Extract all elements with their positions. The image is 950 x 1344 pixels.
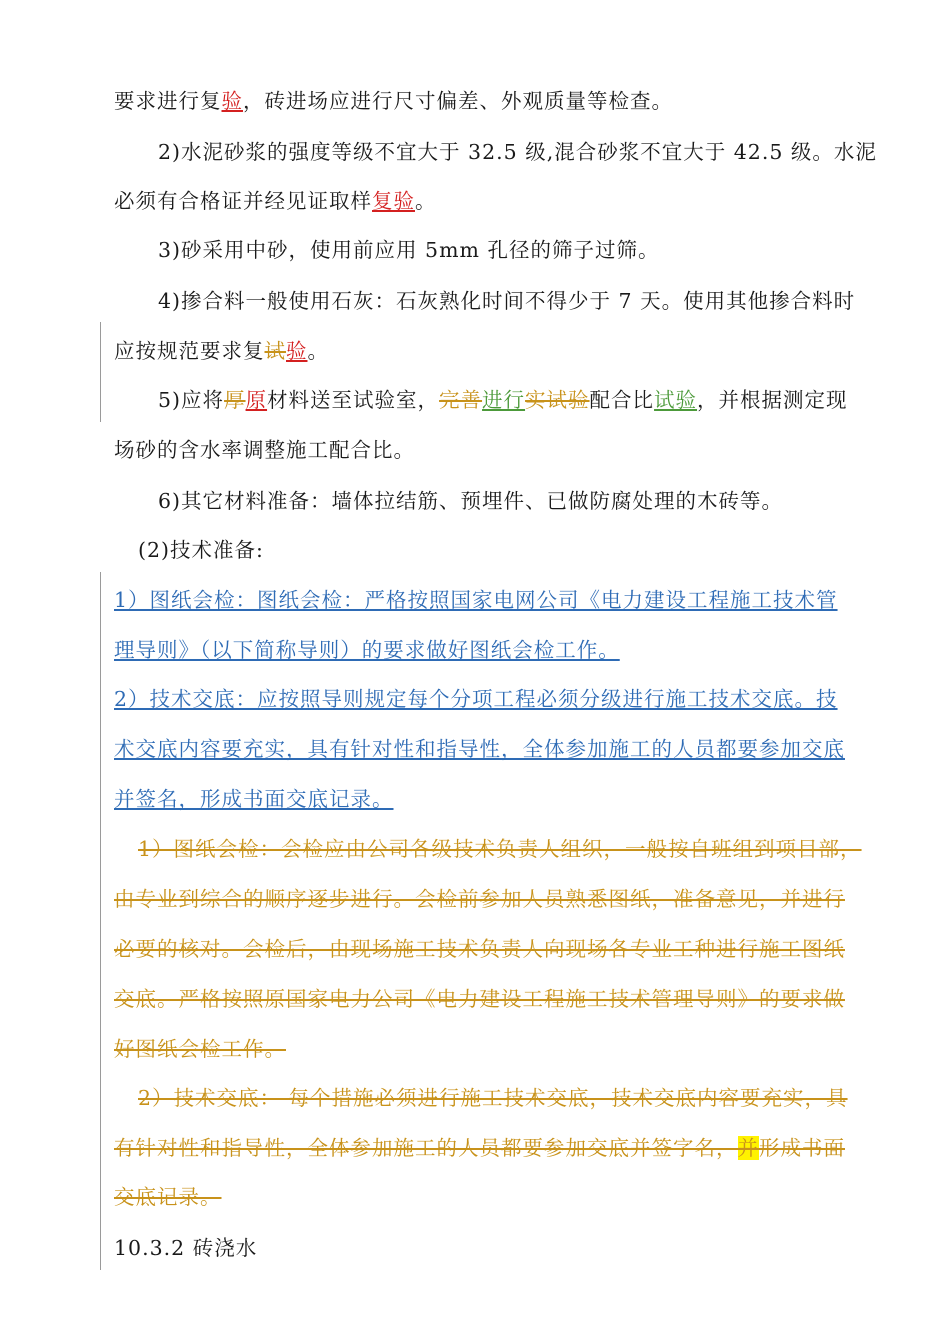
deleted-paragraph: 有针对性和指导性，全体参加施工的人员都要参加交底并签字名，并形成书面 [114, 1136, 845, 1160]
inserted-text: 验 [286, 339, 308, 363]
paragraph-line: 4)掺合料一般使用石灰：石灰熟化时间不得少于 7 天。使用其他掺合料时 [158, 289, 856, 313]
deleted-paragraph: 交底。严格按照原国家电力公司《电力建设工程施工技术管理导则》的要求做 [114, 987, 845, 1011]
paragraph-line: 应按规范要求复试验。 [114, 339, 329, 363]
paragraph-line: 2)水泥砂浆的强度等级不宜大于 32.5 级,混合砂浆不宜大于 42.5 级。水泥 [158, 140, 877, 164]
deleted-text: 厚 [224, 388, 246, 412]
deleted-paragraph: 1）图纸会检：会检应由公司各级技术负责人组织，一般按自班组到项目部， [138, 837, 862, 861]
section-heading: 10.3.2 砖浇水 [114, 1236, 258, 1260]
paragraph-line: 必须有合格证并经见证取样复验。 [114, 189, 437, 213]
change-bar [100, 572, 101, 1270]
deleted-paragraph: 好图纸会检工作。 [114, 1037, 286, 1061]
inserted-paragraph: 术交底内容要充实，具有针对性和指导性，全体参加施工的人员都要参加交底 [114, 737, 845, 761]
deleted-paragraph: 交底记录。 [114, 1185, 222, 1209]
section-subheading: (2)技术准备: [138, 538, 264, 562]
inserted-paragraph: 2）技术交底：应按照导则规定每个分项工程必须分级进行施工技术交底。技 [114, 687, 838, 711]
deleted-paragraph: 必要的核对。会检后，由现场施工技术负责人向现场各专业工种进行施工图纸 [114, 937, 845, 961]
paragraph-line: 场砂的含水率调整施工配合比。 [114, 438, 415, 462]
change-bar [100, 322, 101, 422]
deleted-text: 完善 [439, 388, 483, 412]
inserted-text: 原 [245, 388, 268, 412]
deleted-text: 试 [264, 339, 286, 363]
inserted-paragraph: 并签名，形成书面交底记录。 [114, 787, 394, 811]
deleted-paragraph: 2）技术交底： 每个措施必须进行施工技术交底，技术交底内容要充实，具 [138, 1086, 848, 1110]
inserted-text: 试验 [654, 388, 698, 412]
paragraph-line: 要求进行复验，砖进场应进行尺寸偏差、外观质量等检查。 [114, 89, 673, 113]
paragraph-line: 3)砂采用中砂，使用前应用 5mm 孔径的筛子过筛。 [158, 238, 660, 262]
highlighted-text: 并 [737, 1136, 759, 1160]
deleted-paragraph: 由专业到综合的顺序逐步进行。会检前参加人员熟悉图纸，准备意见，并进行 [114, 887, 845, 911]
inserted-text: 验 [221, 89, 243, 113]
inserted-text: 复验 [372, 189, 415, 213]
paragraph-line: 6)其它材料准备：墙体拉结筋、预埋件、已做防腐处理的木砖等。 [158, 489, 784, 513]
deleted-text: 实试验 [525, 388, 590, 412]
inserted-text: 进行 [482, 388, 526, 412]
inserted-text: 名， [694, 1136, 738, 1160]
inserted-paragraph: 理导则》（以下简称导则）的要求做好图纸会检工作。 [114, 638, 620, 662]
inserted-paragraph: 1）图纸会检：图纸会检：严格按照国家电网公司《电力建设工程施工技术管 [114, 588, 838, 612]
paragraph-line: 5)应将厚原材料送至试验室，完善进行实试验配合比试验，并根据测定现 [158, 388, 848, 412]
